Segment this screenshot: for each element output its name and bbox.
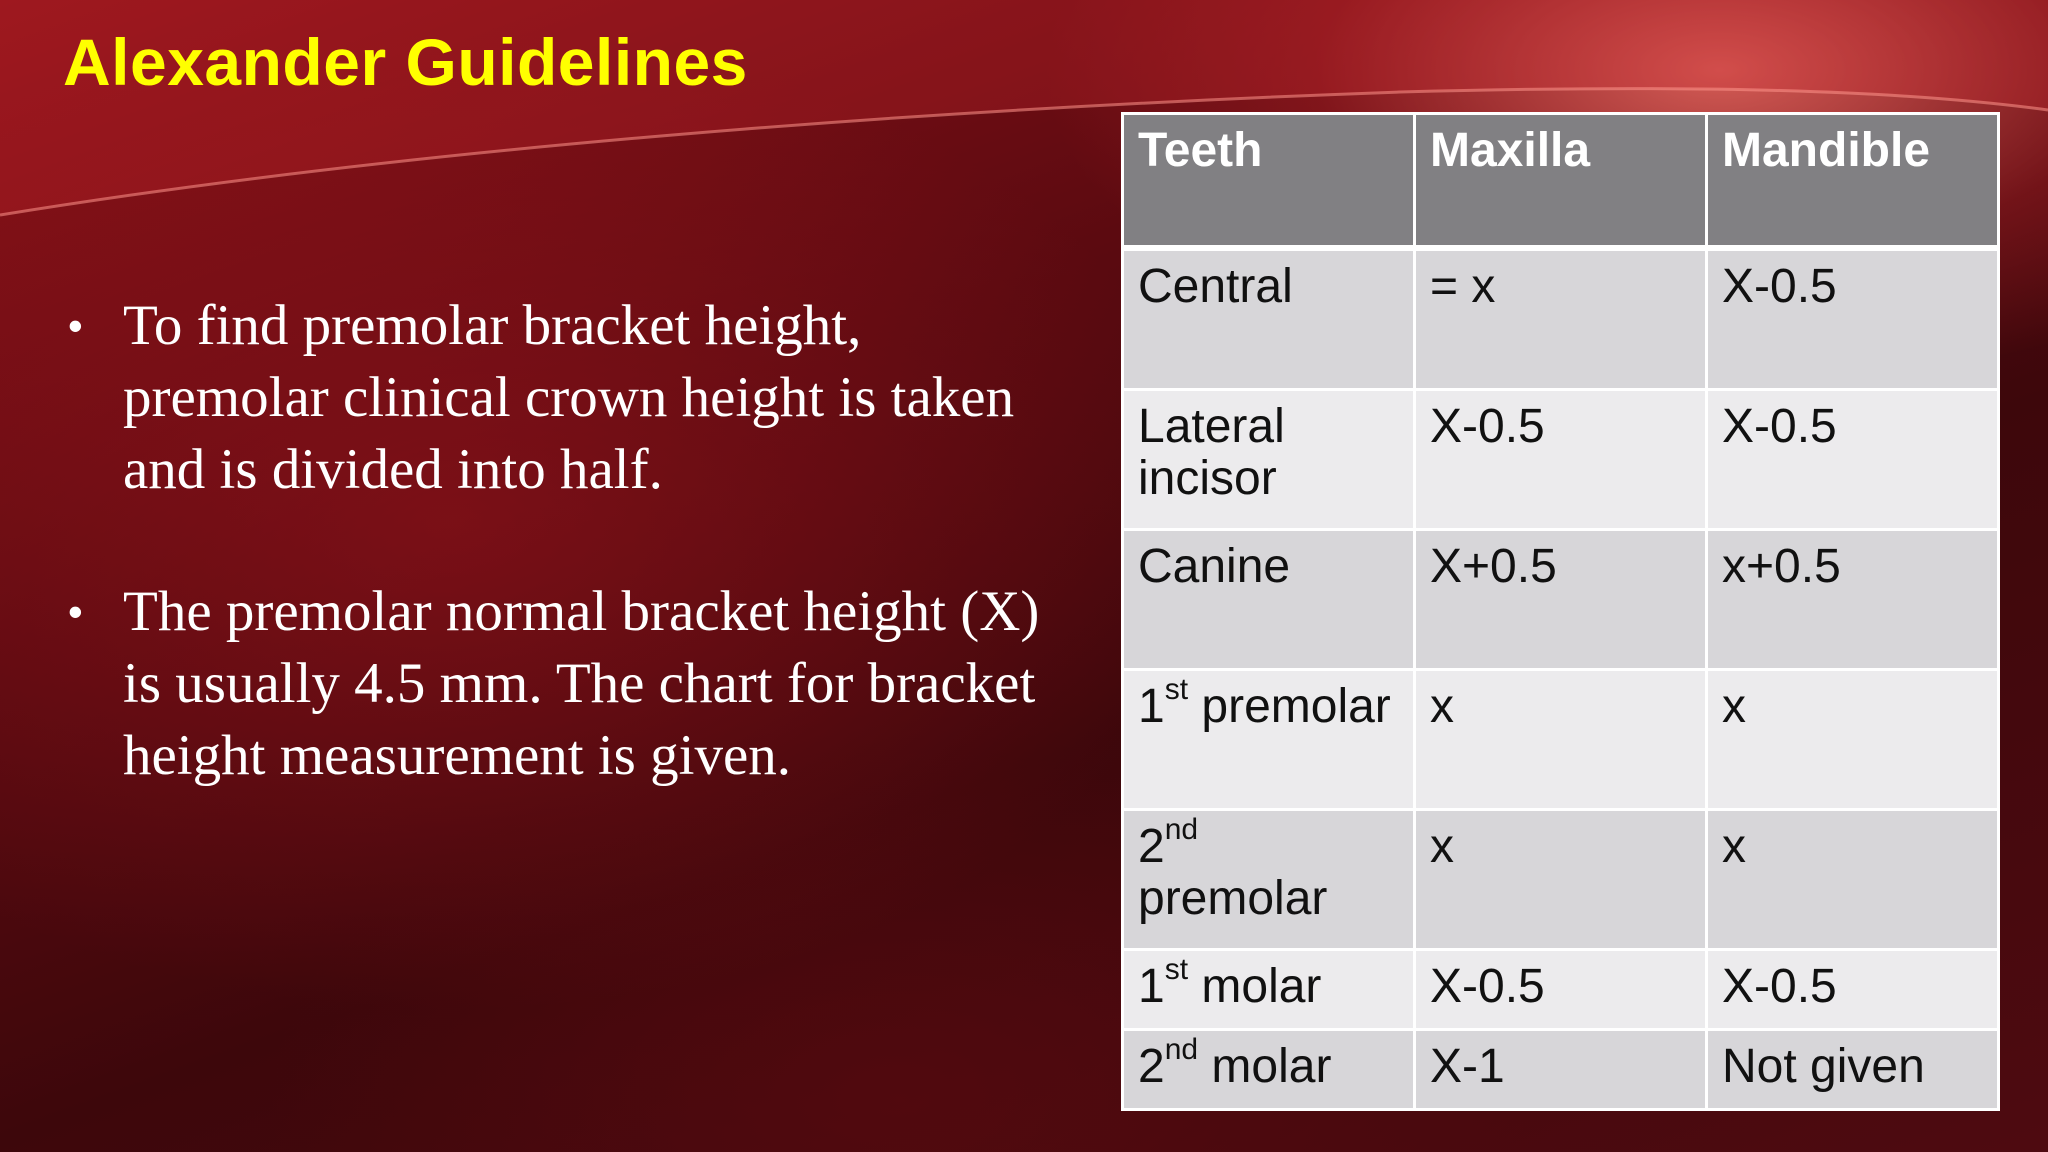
bullet-list [60,290,1080,862]
cell-maxilla: X-0.5 [1415,390,1707,530]
table-row [1123,670,1999,810]
cell-maxilla: X+0.5 [1415,530,1707,670]
header-mandible: Mandible [1707,114,1999,249]
teeth-ordinal: 1 [1138,960,1165,1013]
cell-maxilla: X-1 [1415,1030,1707,1110]
table-row [1123,390,1999,530]
header-teeth: Teeth [1123,114,1415,249]
cell-mandible: X-0.5 [1707,248,1999,390]
cell-mandible: x [1707,810,1999,950]
teeth-name: premolar [1138,872,1328,925]
cell-maxilla: X-0.5 [1415,950,1707,1030]
cell-maxilla: = x [1415,248,1707,390]
bullet-item [60,576,1080,792]
bullet-dot-icon: • [68,588,83,635]
cell-maxilla: x [1415,810,1707,950]
ordinal-suffix: nd [1164,813,1199,846]
cell-teeth [1123,530,1415,670]
table-row [1123,950,1999,1030]
cell-mandible: x [1707,670,1999,810]
slide-title: Alexander Guidelines [63,25,748,99]
bullet-dot-icon: • [68,302,83,349]
ordinal-suffix: nd [1164,1033,1199,1066]
bracket-height-table [1121,112,2000,1111]
teeth-name: Central [1138,260,1293,313]
teeth-ordinal: 2 [1138,1040,1165,1093]
bullet-text: The premolar normal bracket height (X) is usually 4.5 mm. The chart for bracket height measurement is given. [123,580,1040,787]
ordinal-suffix: st [1164,673,1189,706]
cell-mandible: x+0.5 [1707,530,1999,670]
cell-mandible: Not given [1707,1030,1999,1110]
cell-teeth [1123,670,1415,810]
table-header-row [1123,114,1999,249]
bracket-height-table-container [1121,112,1997,1111]
teeth-name: premolar [1188,680,1391,733]
header-maxilla: Maxilla [1415,114,1707,249]
cell-teeth [1123,248,1415,390]
cell-mandible: X-0.5 [1707,390,1999,530]
cell-teeth [1123,950,1415,1030]
teeth-name: molar [1188,960,1322,1013]
table-row [1123,1030,1999,1110]
ordinal-suffix: st [1164,953,1189,986]
teeth-ordinal: 2 [1138,820,1165,873]
table-row [1123,530,1999,670]
cell-teeth [1123,810,1415,950]
cell-mandible: X-0.5 [1707,950,1999,1030]
cell-teeth [1123,1030,1415,1110]
teeth-name: molar [1198,1040,1332,1093]
table-row [1123,810,1999,950]
teeth-ordinal: 1 [1138,680,1165,733]
table-row [1123,248,1999,390]
bullet-item [60,290,1080,506]
cell-teeth [1123,390,1415,530]
cell-maxilla: x [1415,670,1707,810]
bullet-text: To find premolar bracket height, premolar clinical crown height is taken and is divided into half. [123,294,1015,501]
teeth-name: Lateral incisor [1138,400,1285,505]
teeth-name: Canine [1138,540,1291,593]
